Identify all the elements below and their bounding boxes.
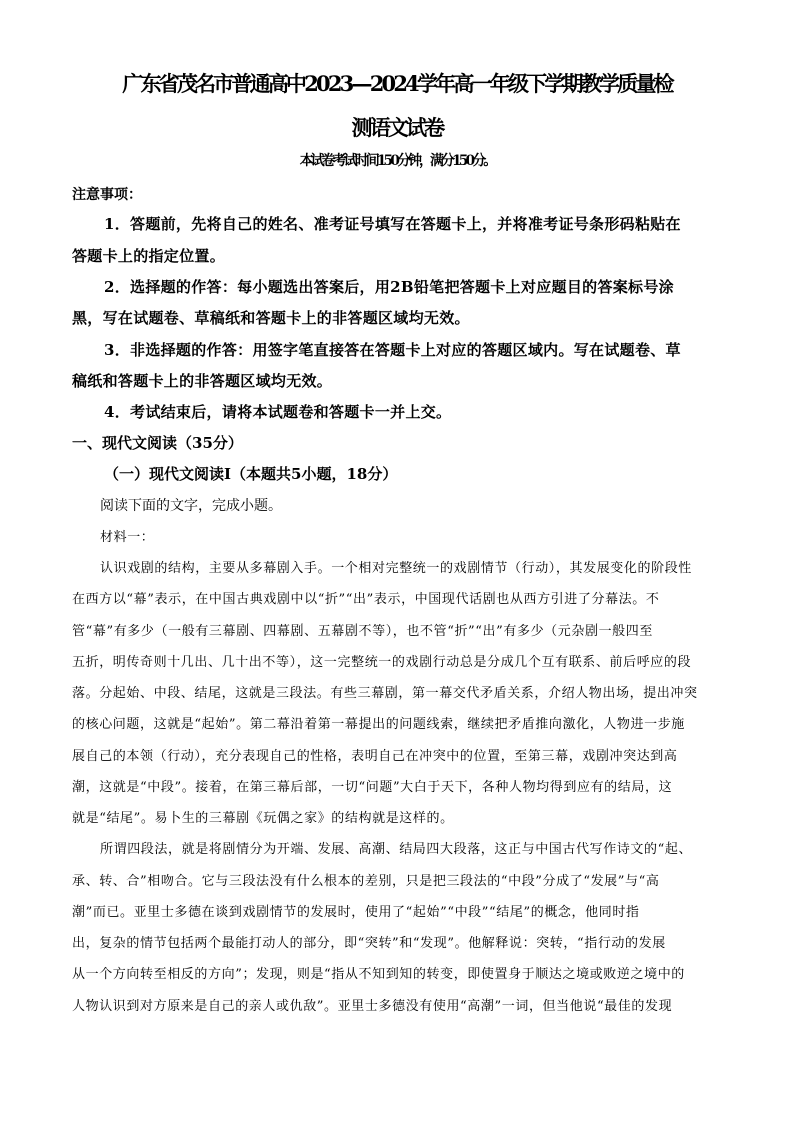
section-heading: 一、现代文阅读（35分） — [72, 434, 243, 452]
passage-line: 认识戏剧的结构，主要从多幕剧入手。一个相对完整统一的戏剧情节（行动），其发展变化的阶段性 — [100, 561, 692, 576]
exam-title-line-1: 广东省茂名市普通高中2023—2024学年高一年级下学期教学质量检 — [122, 71, 672, 96]
passage-line: 就是“结尾”。易卜生的三幕剧《玩偶之家》的结构就是这样的。 — [72, 811, 454, 826]
passage-line: 所谓四段法，就是将剧情分为开端、发展、高潮、结局四大段落，这正与中国古代写作诗文的“起、 — [100, 842, 693, 857]
notice-line: 1．答题前，先将自己的姓名、准考证号填写在答题卡上，并将准考证号条形码粘贴在 — [104, 215, 681, 233]
reading-instruction: 阅读下面的文字，完成小题。 — [100, 498, 282, 514]
notice-line: 2．选择题的作答：每小题选出答案后，用2B铅笔把答题卡上对应题目的答案标号涂 — [104, 278, 674, 296]
notice-line: 答题卡上的指定位置。 — [72, 247, 226, 265]
subsection-heading: （一）现代文阅读Ⅰ（本题共5小题，18分） — [104, 465, 398, 483]
material-label: 材料一： — [100, 530, 155, 545]
passage-line: 潮，这就是“中段”。接着，在第三幕后部，一切“问题”大白于天下，各种人物均得到应有的结局，这 — [72, 780, 673, 795]
exam-title-line-2: 测语文试卷 — [351, 115, 443, 140]
passage-line: 出，复杂的情节包括两个最能打动人的部分，即“突转”和“发现”。他解释说：突转，“指行动的发展 — [72, 936, 666, 951]
passage-line: 人物认识到对方原来是自己的亲人或仇敌”。亚里士多德没有使用“高潮”一词，但当他说“最佳的发现 — [72, 999, 673, 1014]
passage-line: 展自己的本领（行动），充分表现自己的性格，表明自己在冲突中的位置，至第三幕，戏剧冲突达到高 — [72, 749, 678, 764]
notice-heading: 注意事项： — [72, 187, 142, 203]
exam-time-note: 本试卷考试时间150分钟，满分150分。 — [299, 153, 495, 169]
passage-line: 管“幕”有多少（一般有三幕剧、四幕剧、五幕剧不等），也不管“折”“出”有多少（元杂剧一般四至 — [72, 624, 653, 639]
notice-line: 黑，写在试题卷、草稿纸和答题卡上的非答题区域均无效。 — [72, 309, 470, 327]
passage-line: 在西方以“幕”表示，在中国古典戏剧中以“折”“出”表示，中国现代话剧也从西方引进了分幕法。不 — [72, 592, 660, 607]
passage-line: 的核心问题，这就是“起始”。第二幕沿着第一幕提出的问题线索，继续把矛盾推向激化，人物进一步施 — [72, 717, 685, 732]
passage-line: 潮”而已。亚里士多德在谈到戏剧情节的发展时，使用了“起始”“中段”“结尾”的概念，他同时指 — [72, 905, 640, 920]
passage-line: 从一个方向转至相反的方向”；发现，则是“指从不知到知的转变，即使置身于顺达之境或败逆之境中的 — [72, 967, 685, 982]
notice-line: 3．非选择题的作答：用签字笔直接答在答题卡上对应的答题区域内。写在试题卷、草 — [104, 341, 681, 359]
passage-line: 五折，明传奇则十几出、几十出不等），这一完整统一的戏剧行动总是分成几个互有联系、前后呼应的段 — [72, 655, 692, 670]
passage-line: 承、转、合”相吻合。它与三段法没有什么根本的差别，只是把三段法的“中段”分成了“发展”与“高 — [72, 874, 660, 889]
notice-line: 4．考试结束后，请将本试题卷和答题卡一并上交。 — [104, 403, 452, 421]
passage-line: 落。分起始、中段、结尾，这就是三段法。有些三幕剧，第一幕交代矛盾关系，介绍人物出场，提出冲突 — [72, 686, 698, 701]
notice-line: 稿纸和答题卡上的非答题区域均无效。 — [72, 372, 333, 390]
